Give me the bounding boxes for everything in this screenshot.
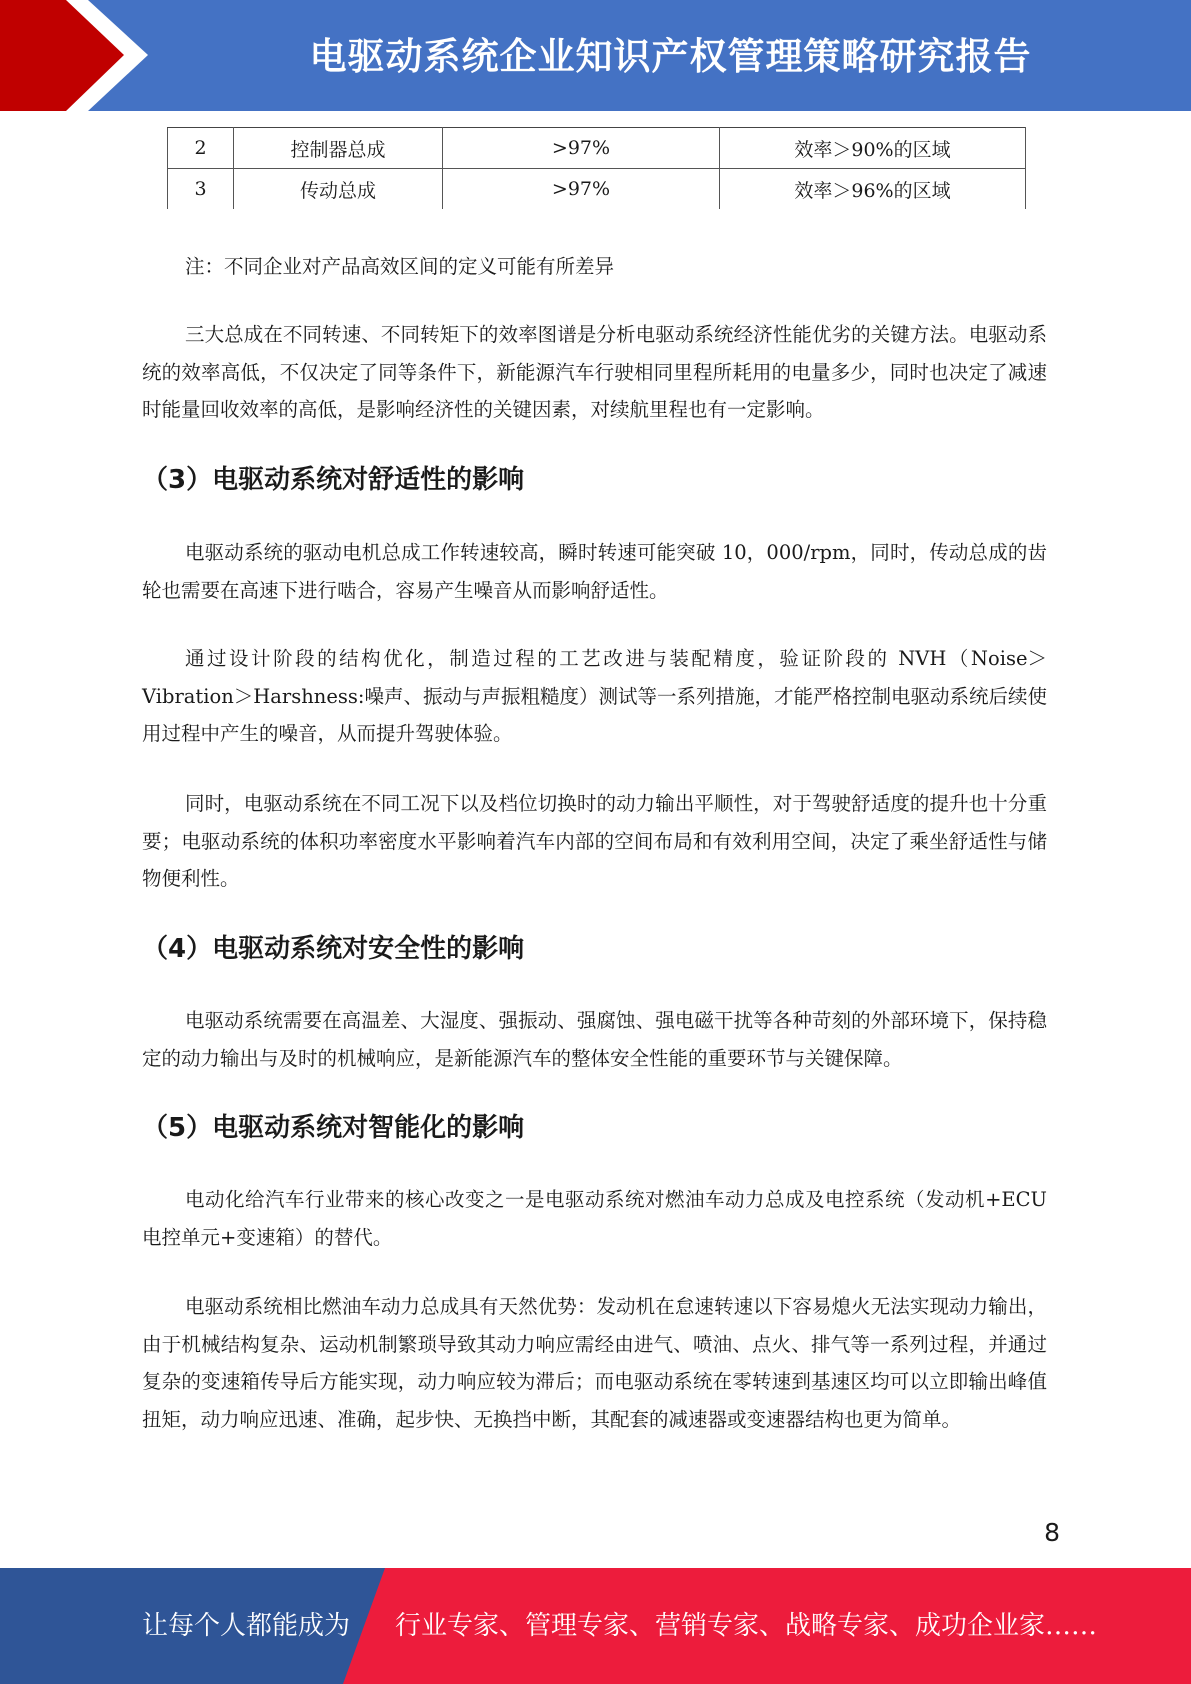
section-heading-safety: （4）电驱动系统对安全性的影响 [142, 934, 525, 964]
report-title: 电驱动系统企业知识产权管理策略研究报告 [309, 35, 1032, 78]
efficiency-table [167, 127, 1025, 209]
footer-slogan-left: 让每个人都能成为 [142, 1611, 351, 1641]
table-cell-no: 3 [168, 169, 234, 210]
footer-slogan-right: 行业专家、管理专家、营销专家、战略专家、成功企业家…… [395, 1611, 1098, 1641]
paragraph-comfort-1: 电驱动系统的驱动电机总成工作转速较高，瞬时转速可能突破 10，000/rpm，同时，传动总成的齿轮也需要在高速下进行啮合，容易产生噪音从而影响舒适性。 [142, 541, 1047, 602]
page-footer [0, 1568, 1191, 1684]
table-row [168, 128, 1026, 169]
paragraph-efficiency: 三大总成在不同转速、不同转矩下的效率图谱是分析电驱动系统经济性能优劣的关键方法。电驱动系统的效率高低，不仅决定了同等条件下，新能源汽车行驶相同里程所耗用的电量多少，同时也决定了减速时能量回收效率的高低，是影响经济性的关键因素，对续航里程也有一定影响。 [142, 323, 1047, 421]
table-cell-note: 效率＞96%的区域 [720, 169, 1026, 210]
paragraph-comfort-2: 通过设计阶段的结构优化，制造过程的工艺改进与装配精度，验证阶段的 NVH（Noise＞Vibration＞Harshness:噪声、振动与声振粗糙度）测试等一系列措施，才能严格控制电驱动系统后续使用过程中产生的噪音，从而提升驾驶体验。 [142, 647, 1047, 745]
table-cell-note: 效率＞90%的区域 [720, 128, 1026, 169]
paragraph-intelligence-1: 电动化给汽车行业带来的核心改变之一是电驱动系统对燃油车动力总成及电控系统（发动机+ECU 电控单元+变速箱）的替代。 [142, 1188, 1047, 1249]
paragraph-comfort-3: 同时，电驱动系统在不同工况下以及档位切换时的动力输出平顺性，对于驾驶舒适度的提升也十分重要；电驱动系统的体积功率密度水平影响着汽车内部的空间布局和有效利用空间，决定了乘坐舒适性与储物便利性。 [142, 792, 1047, 890]
table-cell-item: 控制器总成 [234, 128, 443, 169]
paragraph-safety: 电驱动系统需要在高温差、大湿度、强振动、强腐蚀、强电磁干扰等各种苛刻的外部环境下，保持稳定的动力输出与及时的机械响应，是新能源汽车的整体安全性能的重要环节与关键保障。 [142, 1009, 1047, 1070]
table-cell-value: >97% [443, 128, 720, 169]
table-cell-item: 传动总成 [234, 169, 443, 210]
paragraph-intelligence-2: 电驱动系统相比燃油车动力总成具有天然优势：发动机在怠速转速以下容易熄火无法实现动力输出，由于机械结构复杂、运动机制繁琐导致其动力响应需经由进气、喷油、点火、排气等一系列过程，并通过复杂的变速箱传导后方能实现，动力响应较为滞后；而电驱动系统在零转速到基速区均可以立即输出峰值扭矩，动力响应迅速、准确，起步快、无换挡中断，其配套的减速器或变速器结构也更为简单。 [142, 1295, 1047, 1431]
table-cell-value: >97% [443, 169, 720, 210]
table-cell-no: 2 [168, 128, 234, 169]
table-row [168, 169, 1026, 210]
section-heading-intelligence: （5）电驱动系统对智能化的影响 [142, 1113, 525, 1143]
section-heading-comfort: （3）电驱动系统对舒适性的影响 [142, 465, 525, 495]
page-header [0, 0, 1191, 111]
page-number: 8 [1044, 1518, 1060, 1547]
table-note: 注：不同企业对产品高效区间的定义可能有所差异 [185, 255, 615, 278]
